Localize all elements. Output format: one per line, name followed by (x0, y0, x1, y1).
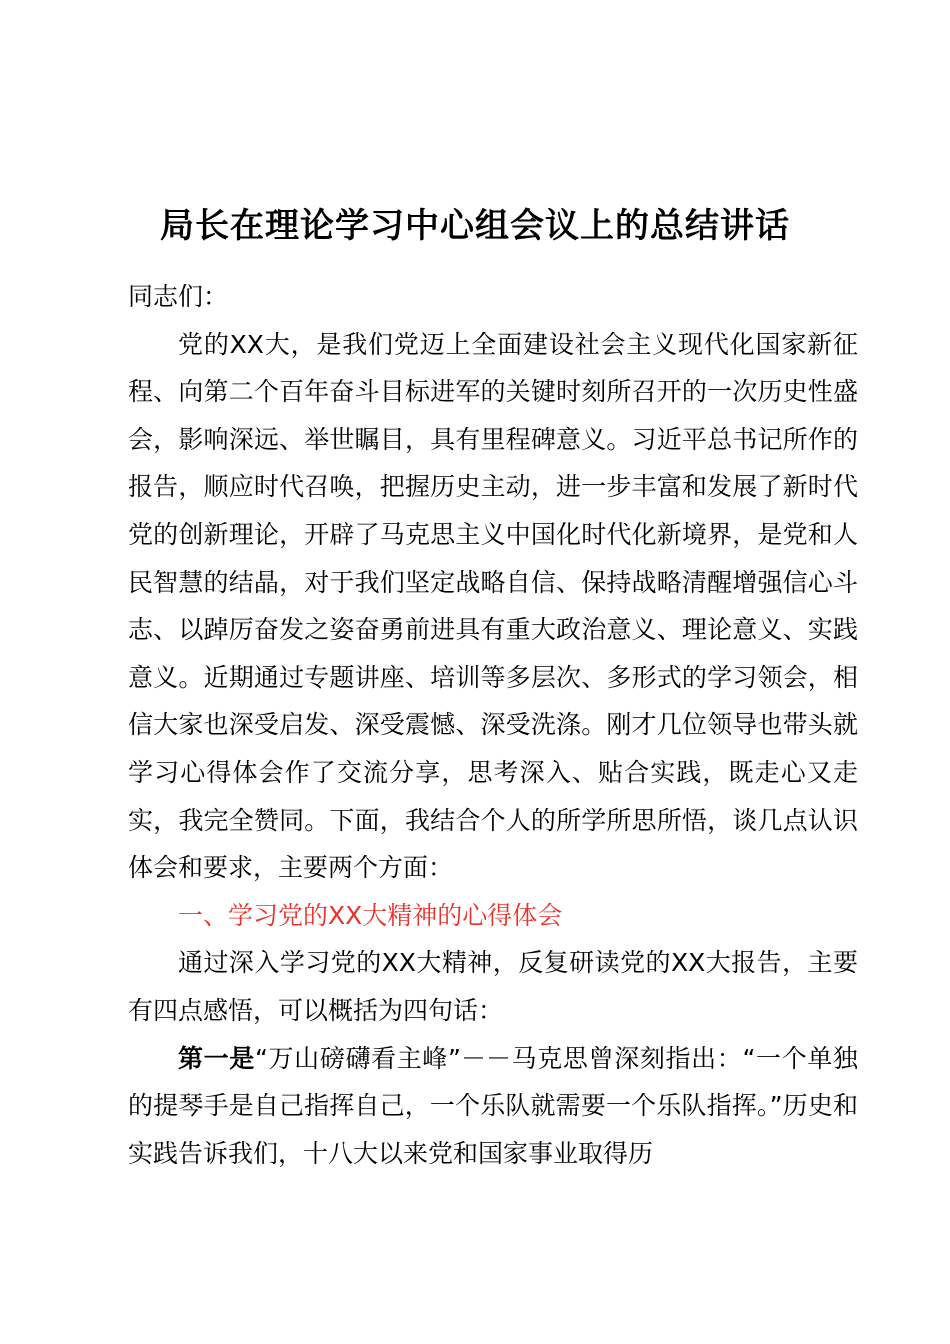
section-heading: 一、学习党的XX大精神的心得体会 (178, 900, 563, 930)
paragraph (128, 1035, 858, 1178)
document-body (128, 273, 858, 1177)
salutation: 同志们： (128, 282, 229, 311)
paragraph: 通过深入学习党的XX大精神，反复研读党的XX大报告，主要有四点感悟，可以概括为四句话： (128, 948, 858, 1025)
paragraph: 党的XX大，是我们党迈上全面建设社会主义现代化国家新征程、向第二个百年奋斗目标进军的关键时刻所召开的一次历史性盛会，影响深远、举世瞩目，具有里程碑意义。习近平总书记所作的报告，顺应时代召唤，把握历史主动，进一步丰富和发展了新时代党的创新理论，开辟了马克思主义中国化时代化新境界，是党和人民智慧的结晶，对于我们坚定战略自信、保持战略清醒增强信心斗志、以踔厉奋发之姿奋勇前进具有重大政治意义、理论意义、实践意义。近期通过专题讲座、培训等多层次、多形式的学习领会，相信大家也深受启发、深受震憾、深受洗涤。刚才几位领导也带头就学习心得体会作了交流分享，思考深入、贴合实践，既走心又走实，我完全赞同。下面，我结合个人的所学所思所悟，谈几点认识体会和要求，主要两个方面： (128, 329, 858, 883)
document-title: 局长在理论学习中心组会议上的总结讲话 (160, 206, 790, 246)
paragraph-lead-emphasis: 第一是 (178, 1043, 255, 1073)
paragraph-text: “万山磅礴看主峰”－－马克思曾深刻指出：“一个单独的提琴手是自己指挥自己，一个乐队就需要一个乐队指挥。”历史和实践告诉我们，十八大以来党和国家事业取得历 (128, 1043, 858, 1168)
